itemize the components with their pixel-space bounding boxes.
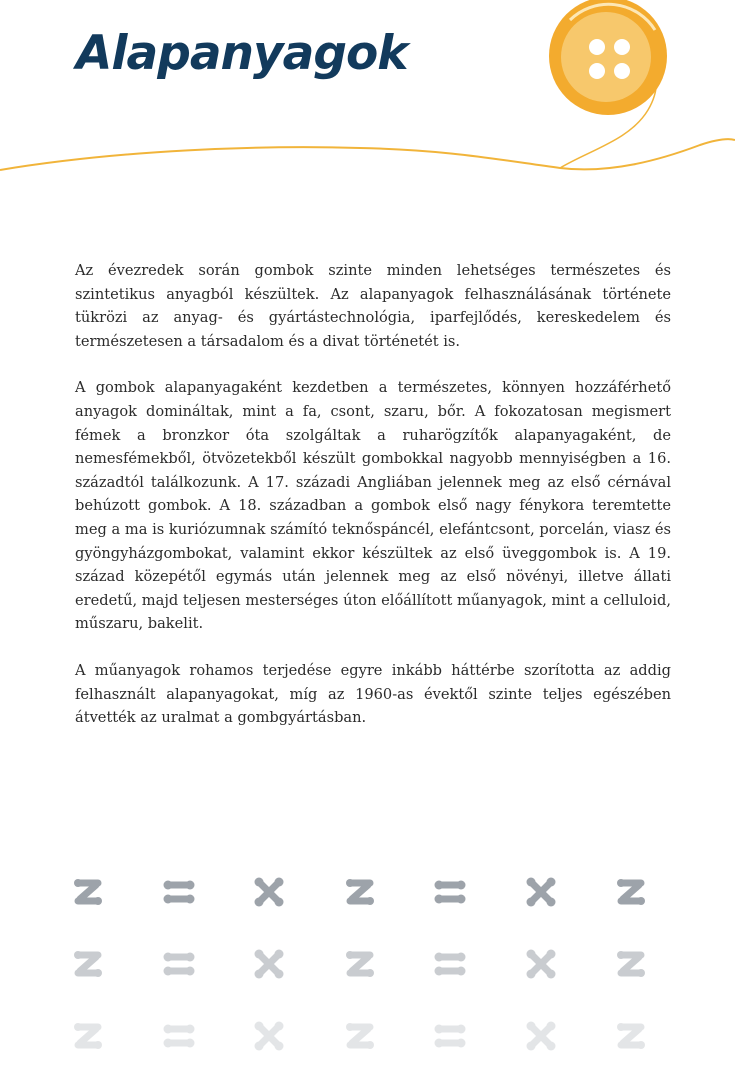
stitch-parallel-icon [434, 1020, 466, 1052]
stitch-x-icon [525, 876, 557, 908]
stitch-x-icon [253, 876, 285, 908]
stitch-pattern [70, 868, 675, 1068]
stitch-z-icon [344, 876, 376, 908]
stitch-x-icon [525, 1020, 557, 1052]
stitch-parallel-icon [434, 948, 466, 980]
stitch-x-icon [253, 948, 285, 980]
stitch-z-icon [72, 1020, 104, 1052]
stitch-x-icon [253, 1020, 285, 1052]
stitch-x-icon [525, 948, 557, 980]
paragraph: Az évezredek során gombok szinte minden lehetséges természetes és szintetikus anyagból készültek. Az alapanyagok felhasználásának története tükrözi az anyag- és gyártástechnológia, iparfejlődés, kereskedelem és természetesen a társadalom és a divat történetét is. [75, 262, 671, 350]
paragraph: A gombok alapanyagaként kezdetben a természetes, könnyen hozzáférhető anyagok domináltak, mint a fa, csont, szaru, bőr. A fokozatosan megismert fémek a bronzkor óta szolgáltak a ruharögzítők alapanyagaként, de nemesfémekből, ötvözetekből készült gombokkal nagyobb mennyiségben a 16. századtól találkozunk. A 17. századi Angliában jelennek meg az első cérnával behúzott gombok. A 18. században a gombok első nagy fénykora teremtette meg a ma is kuriózumnak számító teknőspáncél, elefántcsont, porcelán, viasz és gyöngyházgombokat, valamint ekkor készültek az első üveggombok is. A 19. század közepétől egymás után jelennek meg az első növényi, illetve állati eredetű, majd teljesen mesterséges úton előállított műanyagok, mint a celluloid, műszaru, bakelit. [75, 379, 671, 633]
stitch-z-icon [615, 1020, 647, 1052]
body-text [75, 259, 671, 753]
stitch-parallel-icon [163, 948, 195, 980]
sewing-button-icon [549, 0, 667, 115]
stitch-z-icon [344, 948, 376, 980]
stitch-z-icon [615, 948, 647, 980]
stitch-z-icon [615, 876, 647, 908]
page-title: Alapanyagok [76, 26, 408, 81]
stitch-z-icon [72, 876, 104, 908]
stitch-parallel-icon [434, 876, 466, 908]
stitch-parallel-icon [163, 1020, 195, 1052]
thread-line [0, 139, 735, 170]
stitch-z-icon [72, 948, 104, 980]
stitch-z-icon [344, 1020, 376, 1052]
paragraph: A műanyagok rohamos terjedése egyre inkább háttérbe szorította az addig felhasznált alapanyagokat, míg az 1960-as évektől szinte teljes egészében átvették az uralmat a gombgyártásban. [75, 661, 671, 727]
stitch-parallel-icon [163, 876, 195, 908]
